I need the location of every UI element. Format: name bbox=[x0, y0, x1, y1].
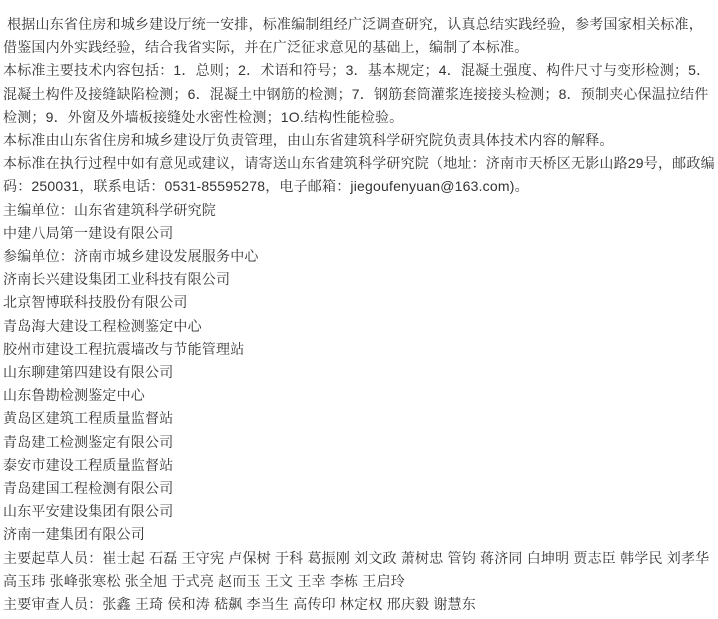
participating-unit-line-2: 济南长兴建设集团工业科技有限公司 bbox=[3, 271, 231, 288]
paragraph-intro: 根据山东省住房和城乡建设厅统一安排，标准编制组经广泛调查研究，认真总结实践经验，参考国家相关标准，借鉴国内外实践经验，结合我省实际，并在广泛征求意见的基础上，编制了本标准。 bbox=[3, 16, 703, 56]
paragraph-feedback-contact: 本标准在执行过程中如有意见或建议，请寄送山东省建筑科学研究院（地址：济南市天桥区无影山路29号，邮政编码：250031，联系电话：0531-85595278，电子邮箱：jiegoufenyuan@163.com)。 bbox=[3, 155, 715, 195]
chief-editing-unit-line: 主编单位：山东省建筑科学研究院 bbox=[3, 201, 216, 218]
paragraph-management: 本标准由山东省住房和城乡建设厅负责管理，由山东省建筑科学研究院负责具体技术内容的解释。 bbox=[3, 132, 614, 149]
participating-unit-line-12: 山东平安建设集团有限公司 bbox=[3, 503, 174, 520]
paragraph-contents: 本标准主要技术内容包括：1．总则；2．术语和符号；3．基本规定；4．混凝土强度、构件尺寸与变形检测；5．混凝土构件及接缝缺陷检测；6．混凝土中钢筋的检测；7．钢筋套筒灌浆连接接头检测；8．预制夹心保温拉结件检测；9．外窗及外墙板接缝处水密性检测；1O.结构性能检验。 bbox=[3, 62, 711, 125]
participating-unit-line-4: 青岛海大建设工程检测鉴定中心 bbox=[3, 317, 202, 334]
participating-unit-line-1: 参编单位：济南市城乡建设发展服务中心 bbox=[3, 248, 259, 265]
participating-unit-line-5: 胶州市建设工程抗震墙改与节能管理站 bbox=[3, 340, 245, 357]
participating-unit-line-3: 北京智博联科技股份有限公司 bbox=[3, 294, 188, 311]
main-reviewers-line: 主要审查人员：张鑫 王琦 侯和涛 嵇飙 李当生 高传印 林定权 邢庆毅 谢慧东 bbox=[3, 596, 476, 613]
main-drafters-line: 主要起草人员：崔士起 石磊 王守宪 卢保树 于科 葛振刚 刘文政 萧树忠 管钧 蒋济同 白坤明 贾志臣 韩学民 刘孝华 高玉玮 张峰张寒松 张全旭 于式亮 赵而玉 王文 王幸 李栋 王启玲 bbox=[3, 549, 714, 589]
participating-unit-line-8: 黄岛区建筑工程质量监督站 bbox=[3, 410, 174, 427]
participating-unit-line-6: 山东聊建第四建设有限公司 bbox=[3, 364, 174, 381]
participating-unit-line-13: 济南一建集团有限公司 bbox=[3, 526, 145, 543]
chief-editing-unit-line-2: 中建八局第一建设有限公司 bbox=[3, 224, 174, 241]
participating-unit-line-7: 山东鲁勘检测鉴定中心 bbox=[3, 387, 145, 404]
participating-unit-line-9: 青岛建工检测鉴定有限公司 bbox=[3, 433, 174, 450]
participating-unit-line-10: 泰安市建设工程质量监督站 bbox=[3, 456, 174, 473]
participating-unit-line-11: 青岛建国工程检测有限公司 bbox=[3, 480, 174, 497]
